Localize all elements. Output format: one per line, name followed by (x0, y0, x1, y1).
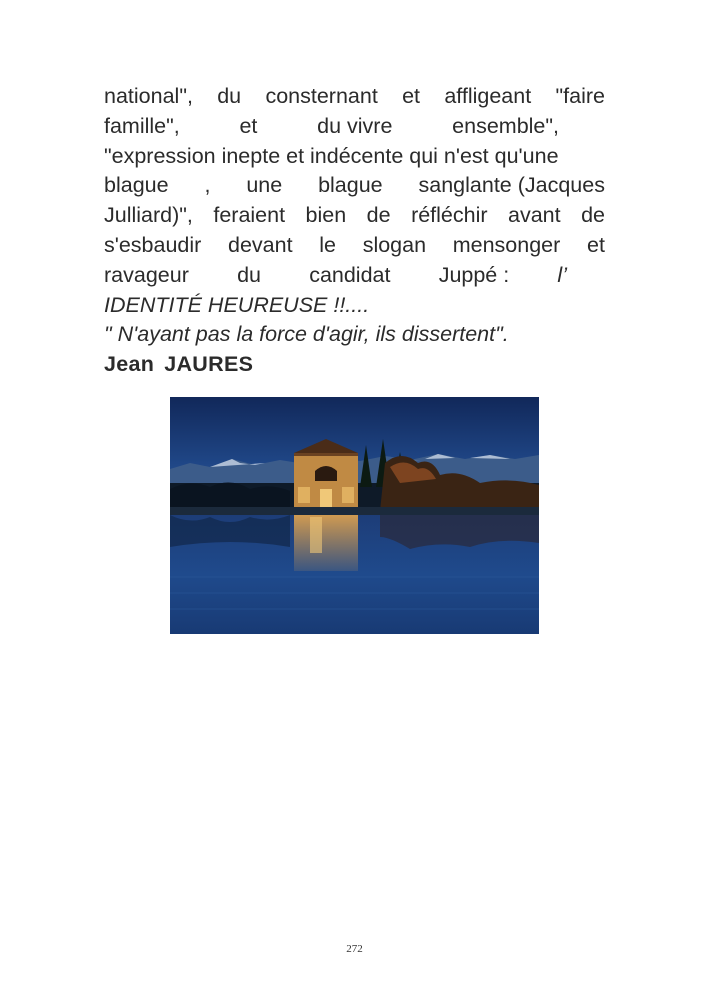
author-last-name: JAURES (164, 352, 254, 377)
author-signature (104, 350, 605, 380)
text-line: blague , une blague sanglante (Jacques (104, 173, 605, 198)
body-text (104, 82, 605, 380)
text-line: ravageur du candidat Juppé : l’ (104, 261, 605, 291)
page-number: 272 (346, 943, 363, 955)
emphasis-tail: l’ (557, 262, 567, 287)
photo-pavilion-reflection (170, 397, 539, 634)
author-first-name: Jean (104, 352, 155, 377)
text-line: "expression inepte et indécente qui n'est qu'une (104, 143, 559, 168)
emphasis-line: IDENTITÉ HEUREUSE !!.... (104, 292, 370, 317)
text-line: national", du consternant et affligeant "faire (104, 84, 605, 108)
text-line: famille", et du vivre ensemble", (104, 113, 559, 138)
text-line: s'esbaudir devant le slogan mensonger et (104, 232, 605, 257)
text-line: Julliard)", feraient bien de réfléchir avant de (104, 203, 605, 228)
quote: " N'ayant pas la force d'agir, ils dissertent". (104, 322, 509, 347)
